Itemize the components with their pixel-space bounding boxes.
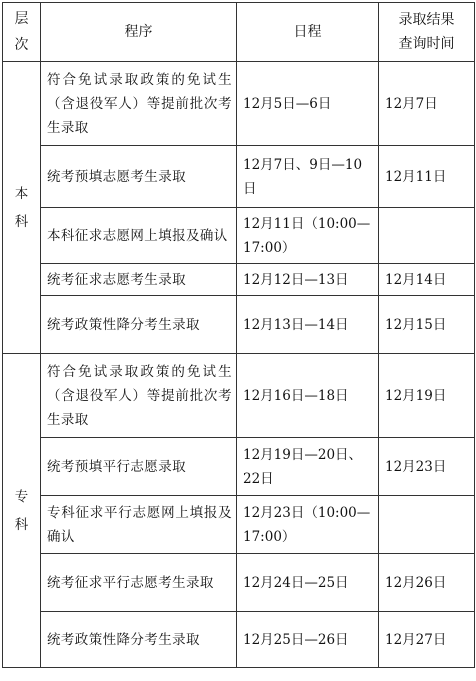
result-cell: 12月19日	[379, 354, 475, 438]
schedule-cell: 12月25日—26日	[237, 612, 379, 668]
schedule-cell: 12月7日、9日—10日	[237, 146, 379, 208]
result-cell	[379, 208, 475, 264]
schedule-cell: 12月12日—13日	[237, 264, 379, 296]
admission-schedule-document	[2, 2, 475, 668]
procedure-cell: 统考征求平行志愿考生录取	[41, 554, 237, 612]
header-result-time: 录取结果 查询时间	[379, 3, 475, 62]
table-row	[3, 496, 475, 554]
procedure-cell: 统考征求志愿考生录取	[41, 264, 237, 296]
result-cell: 12月23日	[379, 438, 475, 496]
table-row	[3, 264, 475, 296]
table-row	[3, 554, 475, 612]
table-row	[3, 612, 475, 668]
schedule-cell: 12月5日—6日	[237, 62, 379, 146]
procedure-cell: 本科征求志愿网上填报及确认	[41, 208, 237, 264]
header-level: 层 次	[3, 3, 41, 62]
table-row	[3, 146, 475, 208]
result-cell: 12月7日	[379, 62, 475, 146]
procedure-cell: 统考政策性降分考生录取	[41, 612, 237, 668]
procedure-cell: 专科征求平行志愿网上填报及确认	[41, 496, 237, 554]
result-cell: 12月14日	[379, 264, 475, 296]
header-schedule: 日程	[237, 3, 379, 62]
result-cell	[379, 496, 475, 554]
schedule-cell: 12月24日—25日	[237, 554, 379, 612]
procedure-cell: 符合免试录取政策的免试生（含退役军人）等提前批次考生录取	[41, 354, 237, 438]
schedule-cell: 12月16日—18日	[237, 354, 379, 438]
level-cell-undergraduate: 本 科	[3, 62, 41, 354]
procedure-cell: 统考预填志愿考生录取	[41, 146, 237, 208]
admission-schedule-table	[2, 2, 475, 668]
header-row	[3, 3, 475, 62]
level-cell-junior-college: 专 科	[3, 354, 41, 668]
table-row	[3, 296, 475, 354]
procedure-cell: 符合免试录取政策的免试生（含退役军人）等提前批次考生录取	[41, 62, 237, 146]
schedule-cell: 12月19日—20日、22日	[237, 438, 379, 496]
result-cell: 12月27日	[379, 612, 475, 668]
result-cell: 12月11日	[379, 146, 475, 208]
table-row	[3, 354, 475, 438]
procedure-cell: 统考预填平行志愿录取	[41, 438, 237, 496]
schedule-cell: 12月11日（10:00—17:00）	[237, 208, 379, 264]
table-row	[3, 62, 475, 146]
procedure-cell: 统考政策性降分考生录取	[41, 296, 237, 354]
schedule-cell: 12月23日（10:00—17:00）	[237, 496, 379, 554]
table-row	[3, 208, 475, 264]
result-cell: 12月15日	[379, 296, 475, 354]
header-procedure: 程序	[41, 3, 237, 62]
schedule-cell: 12月13日—14日	[237, 296, 379, 354]
result-cell: 12月26日	[379, 554, 475, 612]
table-row	[3, 438, 475, 496]
